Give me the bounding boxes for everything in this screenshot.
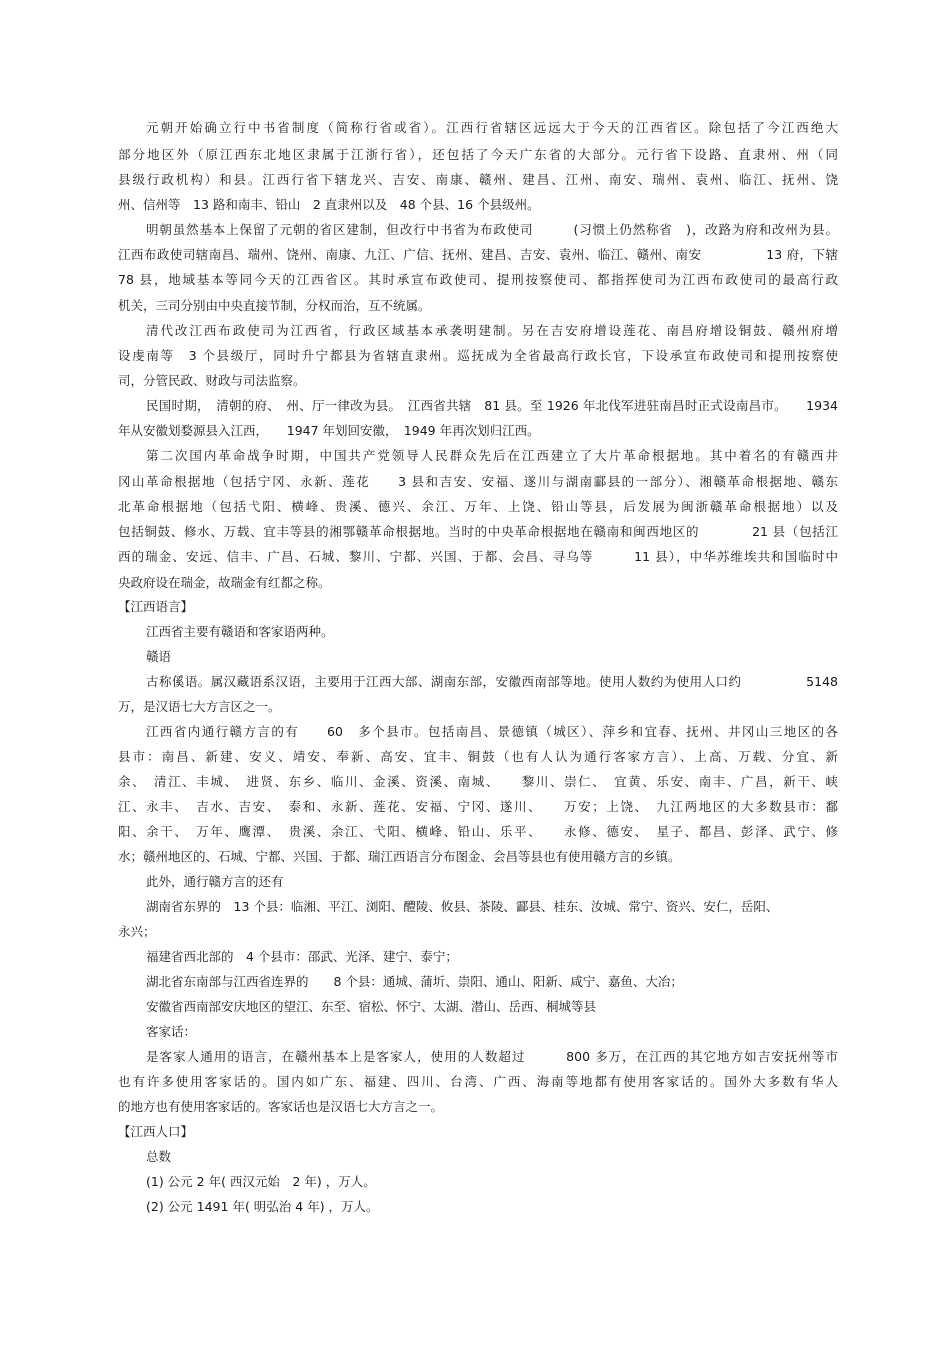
text-line: 西的瑞金、安远、信丰、广昌、石城、黎川、宁都、兴国、于都、会昌、寻乌等 11 县），中华苏维埃共和国临时中 (118, 549, 838, 564)
text-line: 第二次国内革命战争时期，中国共产党领导人民群众先后在江西建立了大片革命根据地。其中着名的有赣西井 (146, 448, 838, 463)
text-line: 客家话： (146, 1024, 197, 1039)
text-line: 安徽省西南部安庆地区的望江、东至、宿松、怀宁、太湖、潜山、岳西、桐城等县 (146, 999, 597, 1014)
text-line: 司，分管民政、财政与司法监察。 (118, 373, 306, 388)
text-line: 阳、余干、 万年、鹰潭、 贵溪、余江、弋阳、横峰、铅山、乐平、 永修、德安、 星子、都昌、彭泽、武宁、修 (118, 824, 838, 839)
text-line: 78 县，地域基本等同今天的江西省区。其时承宣布政使司、提刑按察使司、都指挥使司为江西布政使司的最高行政 (118, 272, 838, 287)
text-line: 水；赣州地区的、石城、宁都、兴国、于都、瑞江西语言分布图金、会昌等县也有使用赣方言的乡镇。 (118, 849, 681, 864)
text-line: 江西省主要有赣语和客家语两种。 (146, 624, 334, 639)
text-line: 民国时期， 清朝的府、 州、厅一律改为县。 江西省共辖 81 县。至 1926 年北伐军进驻南昌时正式设南昌市。 1934 (146, 398, 838, 413)
text-line: 清代改江西布政使司为江西省，行政区域基本承袭明建制。另在吉安府增设莲花、南昌府增设铜鼓、赣州府增 (146, 323, 838, 338)
text-line: 县级行政机构）和县。江西行省下辖龙兴、吉安、南康、赣州、建昌、江州、南安、瑞州、袁州、临江、抚州、饶 (118, 172, 838, 187)
text-line: 湖北省东南部与江西省连界的 8 个县：通城、蒲圻、崇阳、通山、阳新、咸宁、嘉鱼、大冶； (146, 974, 683, 989)
text-line: 包括铜鼓、修水、万载、宜丰等县的湘鄂赣革命根据地。当时的中央革命根据地在赣南和闽西地区的 21 县（包括江 (118, 524, 838, 539)
text-line: (2) 公元 1491 年( 明弘治 4 年) ，万人。 (146, 1199, 379, 1214)
text-line: 万，是汉语七大方言区之一。 (118, 699, 281, 714)
text-line: 元朝开始确立行中书省制度（简称行省或省）。江西行省辖区远远大于今天的江西省区。除包括了今江西绝大 (146, 120, 838, 135)
text-line: 州、信州等 13 路和南丰、铅山 2 直隶州以及 48 个县、16 个县级州。 (118, 197, 540, 212)
text-line: 余、 清江、丰城、 进贤、东乡、临川、金溪、资溪、南城、 黎川、崇仁、 宜黄、乐安、南丰、广昌，新干、峡 (118, 774, 838, 789)
text-line: 的地方也有使用客家话的。客家话也是汉语七大方言之一。 (118, 1099, 444, 1114)
text-line: 县市：南昌、新建、安义、靖安、奉新、高安、宜丰、铜鼓（也有人认为通行客家方言）、上高、万载、分宜、新 (118, 749, 838, 764)
text-line: 江西省内通行赣方言的有 60 多个县市。包括南昌、景德镇（城区）、萍乡和宜春、抚州、井冈山三地区的各 (146, 724, 838, 739)
text-line: 福建省西北部的 4 个县市：邵武、光泽、建宁、泰宁； (146, 949, 458, 964)
text-line: 江、永丰、 吉水、吉安、 泰和、永新、莲花、安福、宁冈、遂川、 万安；上饶、 九江两地区的大多数县市：鄱 (118, 799, 838, 814)
text-line: 年从安徽划婺源县入江西， 1947 年划回安徽， 1949 年再次划归江西。 (118, 423, 540, 438)
text-line: 冈山革命根据地（包括宁冈、永新、莲花 3 县和吉安、安福、遂川与湖南酃县的一部分）、湘赣革命根据地、赣东 (118, 474, 838, 489)
text-line: 也有许多使用客家话的。国内如广东、福建、四川、台湾、广西、海南等地都有使用客家话的。国外大多数有华人 (118, 1074, 838, 1089)
text-line: 此外，通行赣方言的还有 (146, 874, 284, 889)
text-line: 是客家人通用的语言，在赣州基本上是客家人，使用的人数超过 800 多万，在江西的其它地方如吉安抚州等市 (146, 1049, 838, 1064)
text-line: 江西布政使司辖南昌、瑞州、饶州、南康、九江、广信、抚州、建昌、吉安、袁州、临江、赣州、南安 13 府，下辖 (118, 247, 838, 262)
text-line: 【江西语言】 (118, 599, 194, 614)
text-line: 部分地区外（原江西东北地区隶属于江浙行省），还包括了今天广东省的大部分。元行省下设路、直隶州、州（同 (118, 147, 838, 162)
text-line: (1) 公元 2 年( 西汉元始 2 年) ，万人。 (146, 1174, 376, 1189)
text-line: 古称傒语。属汉藏语系汉语，主要用于江西大部、湖南东部，安徽西南部等地。使用人数约为使用人口约 5148 (146, 674, 838, 689)
text-line: 永兴； (118, 924, 156, 939)
text-line: 总数 (146, 1149, 172, 1164)
text-line: 【江西人口】 (118, 1124, 194, 1139)
text-line: 明朝虽然基本上保留了元朝的省区建制，但改行中书省为布政使司 (习惯上仍然称省 )，改路为府和改州为县。 (146, 222, 838, 237)
text-line: 北革命根据地（包括弋阳、横峰、贵溪、德兴、余江、万年、上饶、铅山等县，后发展为闽浙赣革命根据地）以及 (118, 499, 838, 514)
text-line: 湖南省东界的 13 个县：临湘、平江、浏阳、醴陵、攸县、茶陵、酃县、桂东、汝城、常宁、资兴、安仁，岳阳、 (146, 899, 779, 914)
text-line: 赣语 (146, 649, 172, 664)
text-line: 央政府设在瑞金，故瑞金有红都之称。 (118, 575, 331, 590)
text-line: 机关，三司分别由中央直接节制，分权而治，互不统属。 (118, 298, 431, 313)
text-line: 设虔南等 3 个县级厅，同时升宁都县为省辖直隶州。巡抚成为全省最高行政长官，下设承宣布政使司和提刑按察使 (118, 348, 838, 363)
